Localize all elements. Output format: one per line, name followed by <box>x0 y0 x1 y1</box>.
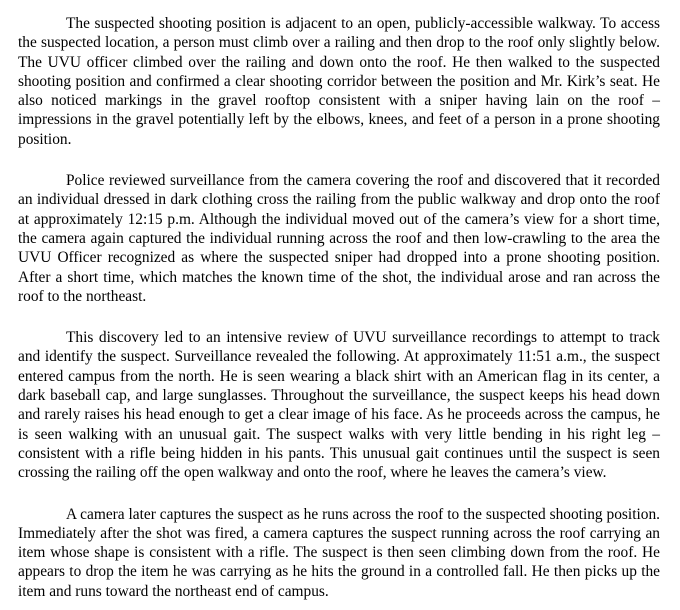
paragraph-escape: A camera later captures the suspect as he runs across the roof to the suspected shooting position. Immediately after the shot was fired, a camera captures the suspect running across the roof carrying an item whose shape is consistent with a rifle. The suspect is then seen climbing down from the roof. He appears to drop the item he was carrying as he hits the ground in a controlled fall. He then picks up the item and runs toward the northeast end of campus. <box>18 505 660 600</box>
paragraph-shooting-position: The suspected shooting position is adjacent to an open, publicly-accessible walkway. To access the suspected location, a person must climb over a railing and then drop to the roof only slightly below. The UVU officer climbed over the railing and down onto the roof. He then walked to the suspected shooting position and confirmed a clear shooting corridor between the position and Mr. Kirk’s seat. He also noticed markings in the gravel rooftop consistent with a sniper having lain on the roof – impressions in the gravel potentially left by the elbows, knees, and feet of a person in a prone shooting position. <box>18 15 660 148</box>
paragraph-roof-surveillance: Police reviewed surveillance from the camera covering the roof and discovered that it recorded an individual dressed in dark clothing cross the railing from the public walkway and drop onto the roof at approximately 12:15 p.m. Although the individual moved out of the camera’s view for a short time, the camera again captured the individual running across the roof and then low-crawling to the area the UVU Officer recognized as where the suspected sniper had dropped into a prone shooting position. After a short time, which matches the known time of the shot, the individual arose and ran across the roof to the northeast. <box>18 172 660 305</box>
paragraph-campus-surveillance: This discovery led to an intensive review of UVU surveillance recordings to attempt to track and identify the suspect. Surveillance revealed the following. At approximately 11:51 a.m., the suspect entered campus from the north. He is seen wearing a black shirt with an American flag in its center, a dark baseball cap, and large sunglasses. Throughout the surveillance, the suspect keeps his head down and rarely raises his head enough to get a clear image of his face. As he proceeds across the campus, he is seen walking with an unusual gait. The suspect walks with very little bending in his right leg – consistent with a rifle being hidden in his pants. This unusual gait continues until the suspect is seen crossing the railing off the open walkway and onto the roof, where he leaves the camera’s view. <box>18 329 660 482</box>
